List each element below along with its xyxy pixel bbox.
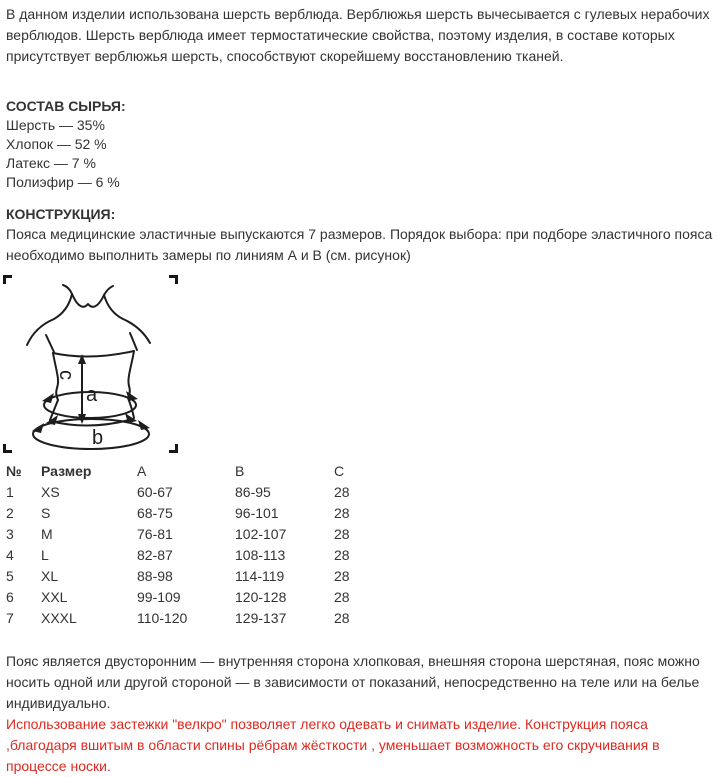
composition-list bbox=[6, 116, 721, 192]
size-table-cell: 99-109 bbox=[137, 588, 181, 605]
size-table-header-cell: B bbox=[235, 462, 245, 479]
composition-item: Латекс — 7 % bbox=[6, 155, 96, 171]
size-table-cell: 108-113 bbox=[235, 546, 286, 563]
armpit-right-line bbox=[130, 333, 137, 350]
size-table-cell: XXL bbox=[41, 588, 68, 605]
size-table-row bbox=[6, 523, 389, 544]
size-table-cell: 1 bbox=[6, 483, 14, 500]
label-a: a bbox=[86, 384, 98, 406]
size-table-cell: M bbox=[41, 525, 53, 542]
torso-right-side bbox=[128, 351, 134, 398]
size-table-cell: 5 bbox=[6, 567, 14, 584]
composition-heading: СОСТАВ СЫРЬЯ: bbox=[6, 98, 126, 114]
neck-dip-line bbox=[72, 294, 104, 307]
corner-mark-top-right bbox=[169, 277, 177, 285]
label-b: b bbox=[92, 427, 104, 449]
size-table-cell: XXXL bbox=[41, 609, 77, 626]
size-table-cell: 76-81 bbox=[137, 525, 173, 542]
size-table-cell: 28 bbox=[334, 546, 350, 563]
size-table-header-cell: A bbox=[137, 462, 147, 479]
size-table bbox=[6, 460, 389, 628]
shoulder-right-line bbox=[104, 295, 150, 343]
size-table-cell: L bbox=[41, 546, 49, 563]
size-table-cell: 4 bbox=[6, 546, 14, 563]
size-table-row bbox=[6, 544, 389, 565]
size-table-cell: 28 bbox=[334, 609, 350, 626]
size-table-header-cell: C bbox=[334, 462, 345, 479]
construction-heading: КОНСТРУКЦИЯ: bbox=[6, 206, 116, 222]
size-table-cell: 88-98 bbox=[137, 567, 173, 584]
shoulder-left-line bbox=[27, 294, 72, 345]
size-table-cell: 28 bbox=[334, 588, 350, 605]
hip-ellipse-b bbox=[33, 419, 149, 449]
size-table-cell: XL bbox=[41, 567, 59, 584]
chest-line bbox=[53, 351, 134, 357]
size-table-cell: 114-119 bbox=[235, 567, 285, 584]
size-diagram-figure bbox=[2, 274, 180, 456]
footer-paragraph: Пояс является двусторонним — внутренняя сторона хлопковая, внешняя сторона шерстяная, пояс можно носить одной или другой стороной — в зависимости от показаний, непосредственно на теле или на белье индивидуально. bbox=[6, 653, 700, 711]
composition-item: Полиэфир — 6 % bbox=[6, 174, 120, 190]
size-table-cell: 129-137 bbox=[235, 609, 287, 626]
size-table-cell: 110-120 bbox=[137, 609, 188, 626]
construction-text: Пояса медицинские эластичные выпускаются 7 размеров. Порядок выбора: при подборе эластичного пояса необходимо выполнить замеры по линиям А и В (см. рисунок) bbox=[6, 226, 713, 263]
size-table-cell: 82-87 bbox=[137, 546, 173, 563]
size-table-cell: 28 bbox=[334, 483, 350, 500]
corner-mark-bottom-left bbox=[5, 444, 13, 452]
corner-mark-bottom-right bbox=[169, 444, 177, 452]
size-table-row bbox=[6, 481, 389, 502]
size-table-header-cell: Размер bbox=[41, 462, 92, 479]
size-table-cell: 2 bbox=[6, 504, 14, 521]
size-table-cell: 28 bbox=[334, 525, 350, 542]
size-table-row bbox=[6, 586, 389, 607]
intro-paragraph: В данном изделии использована шерсть верблюда. Верблюжья шерсть вычесывается с гулевых нерабочих верблюдов. Шерсть верблюда имеет термостатические свойства, поэтому изделия, в составе которых присутствует верблюжья шерсть, способствуют скорейшему восстановлению тканей. bbox=[6, 6, 710, 64]
size-table-cell: 96-101 bbox=[235, 504, 279, 521]
size-table-row bbox=[6, 565, 389, 586]
size-table-row bbox=[6, 607, 389, 628]
footer-block bbox=[6, 651, 721, 777]
size-table-cell: S bbox=[41, 504, 51, 521]
label-c: c bbox=[55, 370, 77, 380]
corner-mark-top-left bbox=[5, 277, 13, 285]
armpit-left-line bbox=[46, 335, 54, 352]
composition-item: Хлопок — 52 % bbox=[6, 136, 107, 152]
size-table-cell: XS bbox=[41, 483, 60, 500]
size-table-cell: 6 bbox=[6, 588, 14, 605]
size-table-cell: 102-107 bbox=[235, 525, 287, 542]
size-table-cell: 3 bbox=[6, 525, 14, 542]
footer-warning-text: Использование застежки "велкро" позволяет легко одевать и снимать изделие. Конструкция пояса ,благодаря вшитым в области спины рёбрам жёсткости , уменьшает возможность его скручивания в процессе носки. bbox=[6, 716, 660, 774]
size-table-cell: 86-95 bbox=[235, 483, 271, 500]
size-table-cell: 120-128 bbox=[235, 588, 287, 605]
size-table-cell: 7 bbox=[6, 609, 14, 626]
neck-left-flare bbox=[63, 285, 72, 294]
size-table-cell: 28 bbox=[334, 504, 350, 521]
ellipse-b-arrowhead-right bbox=[138, 420, 150, 430]
size-table-header-cell: № bbox=[6, 462, 22, 479]
size-table-header-row bbox=[6, 460, 389, 481]
neck-right-flare bbox=[104, 286, 113, 295]
size-table-cell: 28 bbox=[334, 567, 350, 584]
size-table-row bbox=[6, 502, 389, 523]
ellipse-a-arrowhead-left bbox=[42, 393, 54, 403]
composition-item: Шерсть — 35% bbox=[6, 117, 105, 133]
torso-measurement-diagram bbox=[2, 274, 180, 456]
size-table-cell: 60-67 bbox=[137, 483, 173, 500]
size-table-cell: 68-75 bbox=[137, 504, 173, 521]
